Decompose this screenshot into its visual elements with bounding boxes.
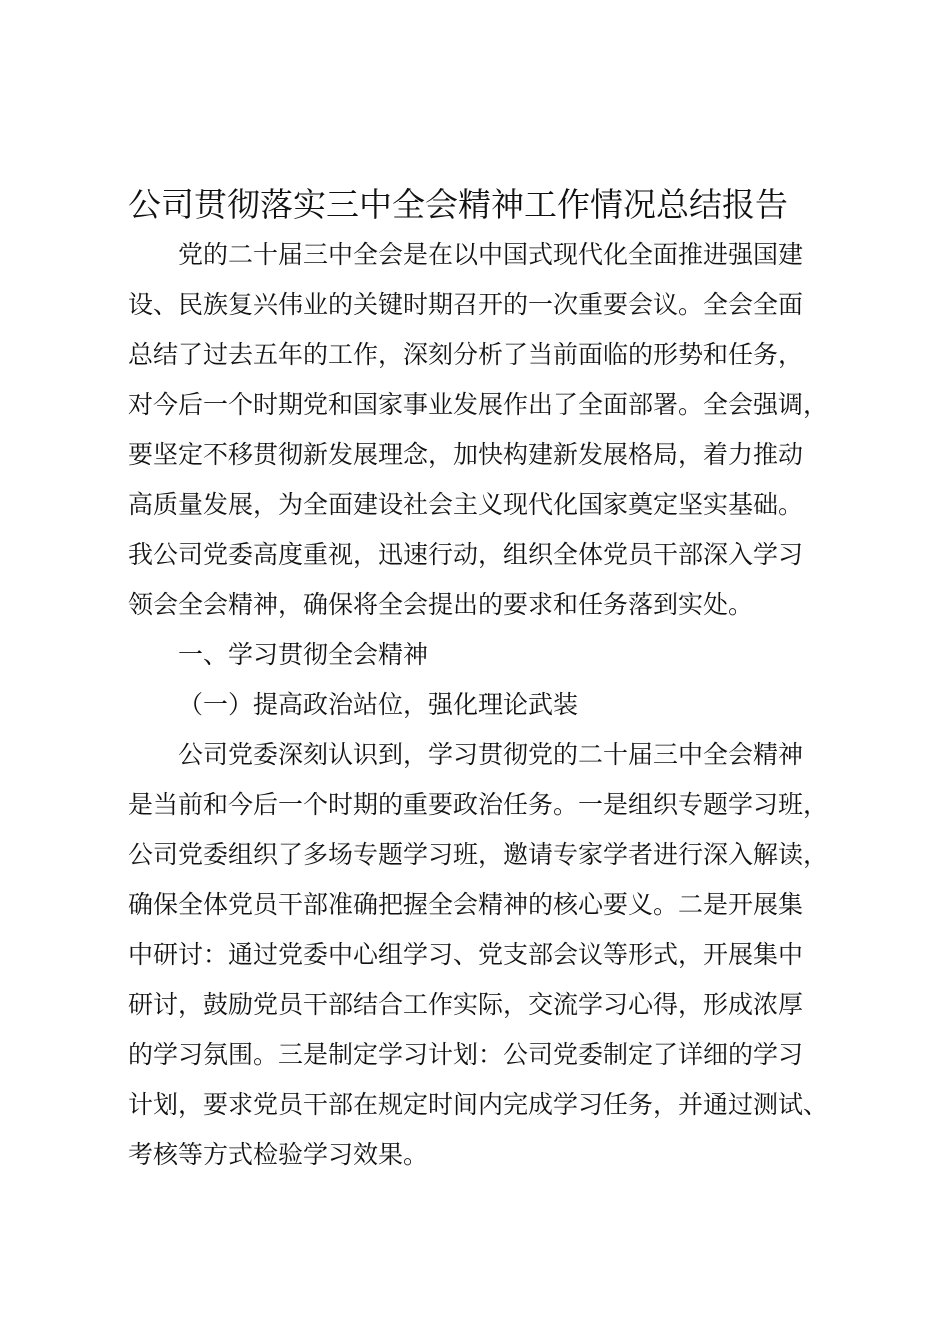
- text-line: 的学习氛围。三是制定学习计划：公司党委制定了详细的学习: [128, 1040, 804, 1069]
- text-line: 计划，要求党员干部在规定时间内完成学习任务，并通过测试、: [128, 1090, 829, 1119]
- intro-paragraph: [128, 230, 848, 630]
- subsection-heading-text: （一）提高政治站位，强化理论武装: [178, 690, 579, 719]
- text-line: 领会全会精神，确保将全会提出的要求和任务落到实处。: [128, 590, 754, 619]
- text-line: 公司党委组织了多场专题学习班，邀请专家学者进行深入解读，: [128, 840, 829, 869]
- section-heading-text: 一、学习贯彻全会精神: [178, 640, 429, 669]
- text-line: 高质量发展，为全面建设社会主义现代化国家奠定坚实基础。: [128, 490, 804, 519]
- text-line: 党的二十届三中全会是在以中国式现代化全面推进强国建: [178, 240, 804, 269]
- subsection-heading: [128, 680, 848, 730]
- text-line: 对今后一个时期党和国家事业发展作出了全面部署。全会强调，: [128, 390, 829, 419]
- text-line: 设、民族复兴伟业的关键时期召开的一次重要会议。全会全面: [128, 290, 804, 319]
- text-line: 总结了过去五年的工作，深刻分析了当前面临的形势和任务，: [128, 340, 804, 369]
- document-title: 公司贯彻落实三中全会精神工作情况总结报告: [128, 185, 788, 224]
- text-line: 是当前和今后一个时期的重要政治任务。一是组织专题学习班，: [128, 790, 829, 819]
- text-line: 考核等方式检验学习效果。: [128, 1140, 429, 1169]
- text-line: 中研讨：通过党委中心组学习、党支部会议等形式，开展集中: [128, 940, 804, 969]
- section-paragraph: [128, 730, 848, 1180]
- section-heading: [128, 630, 848, 680]
- text-line: 公司党委深刻认识到，学习贯彻党的二十届三中全会精神: [178, 740, 804, 769]
- text-line: 研讨，鼓励党员干部结合工作实际，交流学习心得，形成浓厚: [128, 990, 804, 1019]
- text-line: 确保全体党员干部准确把握全会精神的核心要义。二是开展集: [128, 890, 804, 919]
- text-line: 我公司党委高度重视，迅速行动，组织全体党员干部深入学习: [128, 540, 804, 569]
- text-line: 要坚定不移贯彻新发展理念，加快构建新发展格局，着力推动: [128, 440, 804, 469]
